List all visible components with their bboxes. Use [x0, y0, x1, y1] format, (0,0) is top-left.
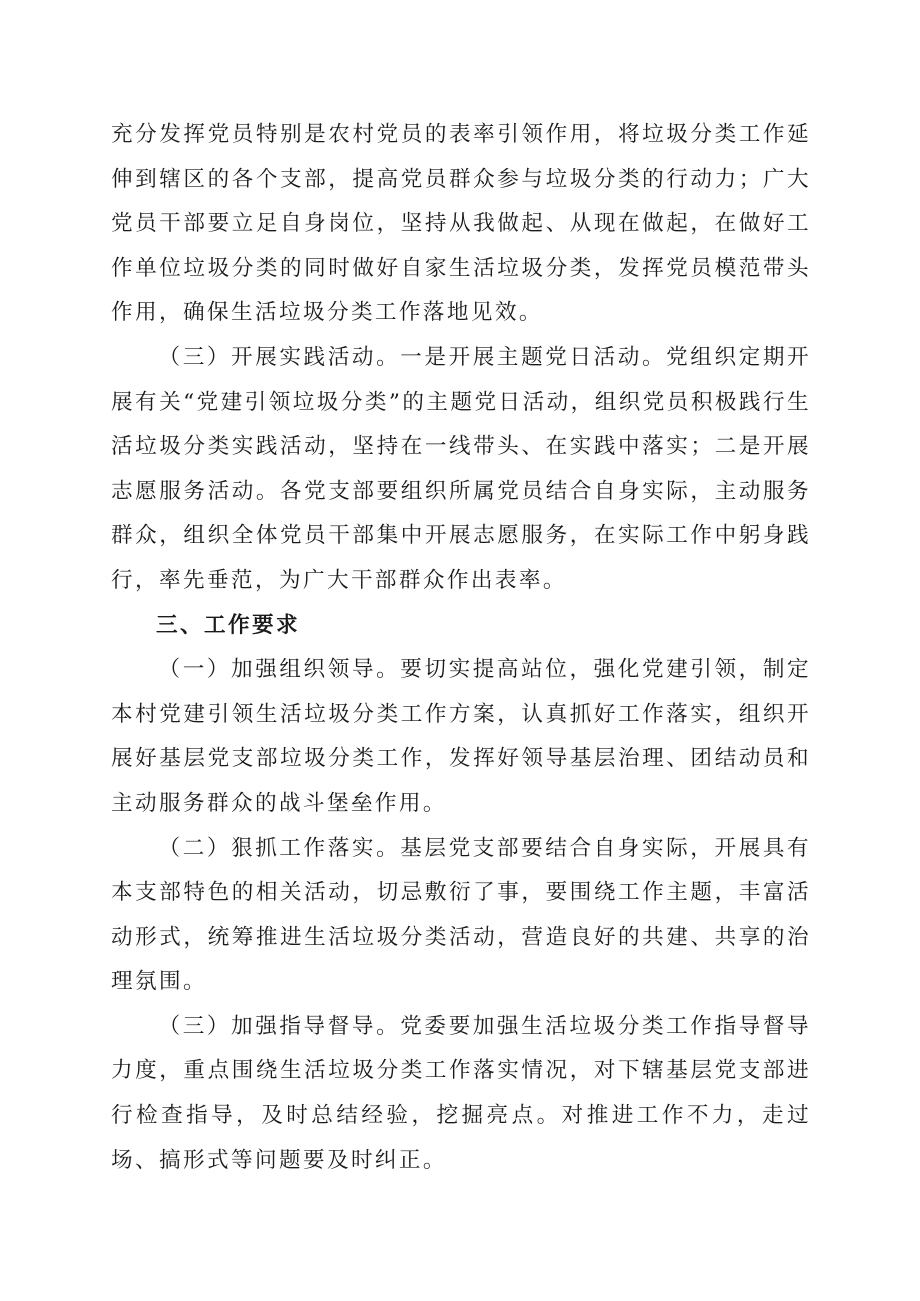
paragraph-party-member-role: 充分发挥党员特别是农村党员的表率引领作用，将垃圾分类工作延伸到辖区的各个支部，提高党员群众参与垃圾分类的行动力；广大党员干部要立足自身岗位，坚持从我做起、从现在做起，在做好工作单位垃圾分类的同时做好自家生活垃圾分类，发挥党员模范带头作用，确保生活垃圾分类工作落地见效。 [111, 122, 811, 326]
paragraph-practice-activities: （三）开展实践活动。一是开展主题党日活动。党组织定期开展有关“党建引领垃圾分类”的主题党日活动，组织党员积极践行生活垃圾分类实践活动，坚持在一线带头、在实践中落实；二是开展志愿服务活动。各党支部要组织所属党员结合自身实际，主动服务群众，组织全体党员干部集中开展志愿服务，在实际工作中躬身践行，率先垂范，为广大干部群众作出表率。 [111, 344, 811, 593]
paragraph-requirement-supervision: （三）加强指导督导。党委要加强生活垃圾分类工作指导督导力度，重点围绕生活垃圾分类工作落实情况，对下辖基层党支部进行检查指导，及时总结经验，挖掘亮点。对推进工作不力，走过场、搞形式等问题要及时纠正。 [111, 1013, 811, 1173]
paragraph-requirement-implementation: （二）狠抓工作落实。基层党支部要结合自身实际，开展具有本支部特色的相关活动，切忌敷衍了事，要围绕工作主题，丰富活动形式，统筹推进生活垃圾分类活动，营造良好的共建、共享的治理氛围。 [111, 835, 811, 995]
document-body [111, 113, 811, 1183]
paragraph-requirement-organization: （一）加强组织领导。要切实提高站位，强化党建引领，制定本村党建引领生活垃圾分类工作方案，认真抓好工作落实，组织开展好基层党支部垃圾分类工作，发挥好领导基层治理、团结动员和主动服务群众的战斗堡垒作用。 [111, 657, 811, 816]
section-heading-work-requirements: 三、工作要求 [156, 612, 300, 638]
